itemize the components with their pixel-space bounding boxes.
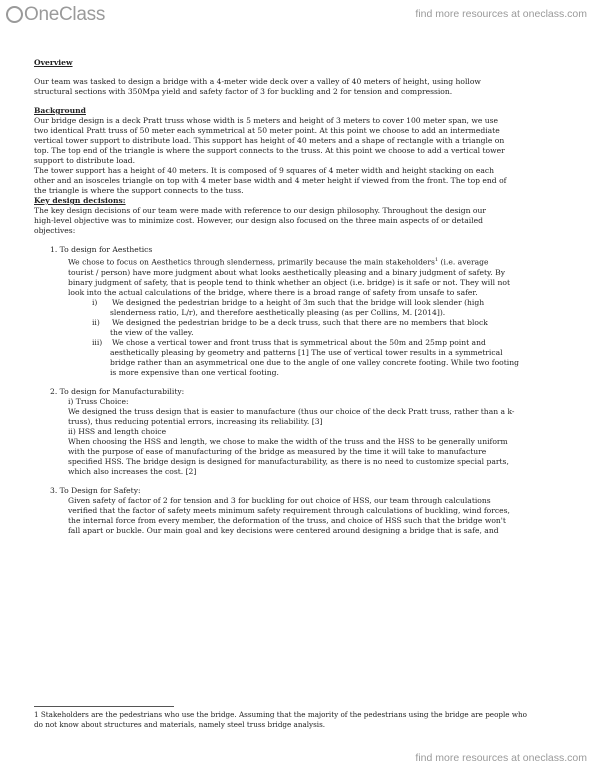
- item-label: iii): [92, 337, 103, 347]
- document-body: [34, 58, 554, 536]
- aesthetics-line: tourist / person) have more judgment about what looks aesthetically pleasing and a binary judgment of safety. By: [68, 267, 505, 277]
- safety-title: 3. To Design for Safety:: [50, 485, 141, 495]
- aesthetics-item-cont: aesthetically pleasing by geometry and patterns [1] The use of vertical tower results in a symmetrical: [110, 347, 503, 357]
- item-text: We chose a vertical tower and front truss that is symmetrical about the 50m and 25mp point and: [112, 337, 486, 347]
- aesthetics-item: [34, 298, 554, 308]
- aesthetics-item-cont: the view of the valley.: [110, 327, 194, 337]
- logo-text: OneClass: [24, 4, 106, 25]
- background-line: other and an isosceles triangle on top with 4 meter base width and 4 meter height if viewed from the front. The top end of: [34, 176, 507, 185]
- aesthetics-item: [34, 338, 554, 348]
- item-label: i): [92, 297, 98, 307]
- safety-line: verified that the factor of safety meets minimum safety requirement through calculations of buckling, wind forces,: [68, 505, 510, 515]
- background-line: top. The top end of the triangle is where the support connects to the truss. At this point we choose to add a vertical tower: [34, 146, 505, 155]
- background-line: The tower support has a height of 40 meters. It is composed of 9 squares of 4 meter width and height stacking on each: [34, 166, 495, 175]
- manufacturability-line: specified HSS. The bridge design is designed for manufacturability, as there is no need to customize special parts,: [68, 456, 509, 466]
- footnote-marker[interactable]: 1: [434, 257, 439, 263]
- aesthetics-line-text: We chose to focus on Aesthetics through slenderness, primarily because the main stakeholders: [68, 257, 435, 267]
- safety-line: fall apart or buckle. Our main goal and key decisions were centered around designing a bridge that is safe, and: [68, 525, 499, 535]
- manufacturability-line: with the purpose of ease of manufacturing of the bridge as measured by the time it will take to manufacture: [68, 446, 487, 456]
- manufacturability-line: When choosing the HSS and length, we chose to make the width of the truss and the HSS to be generally uniform: [68, 436, 508, 446]
- manufacturability-line: ii) HSS and length choice: [68, 426, 167, 436]
- footnote-line: do not know about structures and materials, namely steel truss bridge analysis.: [34, 719, 326, 729]
- aesthetics-item: [34, 318, 554, 328]
- safety-line: the internal force from every member, the deformation of the truss, and choice of HSS such that the bridge won't: [68, 515, 506, 525]
- footnote-line: 1 Stakeholders are the pedestrians who use the bridge. Assuming that the majority of the pedestrians using the bridge are people who: [34, 710, 527, 719]
- key-decisions-line: The key design decisions of our team were made with reference to our design philosophy. Throughout the design our: [34, 206, 486, 215]
- key-decisions-line: high-level objective was to minimize cost. However, our design also focused on the three main aspects of or detailed: [34, 216, 483, 225]
- overview-line: Our team was tasked to design a bridge with a 4-meter wide deck over a valley of 40 meters of height, using hollow: [34, 77, 481, 86]
- aesthetics-item-cont: is more expensive than one vertical footing.: [110, 367, 279, 377]
- key-decisions-line: objectives:: [34, 226, 76, 235]
- aesthetics-item-cont: slenderness ratio, L/r), and therefore aesthetically pleasing (as per Collins, M. [2014]).: [110, 307, 446, 317]
- footnote: [34, 710, 554, 729]
- background-line: the triangle is where the support connects to the tuss.: [34, 186, 244, 195]
- item-text: We designed the pedestrian bridge to be a deck truss, such that there are no members that block: [112, 317, 488, 327]
- manufacturability-line: We designed the truss design that is easier to manufacture (thus our choice of the deck Pratt truss, rather than a k-: [68, 406, 515, 416]
- overview-heading: Overview: [34, 58, 73, 67]
- aesthetics-line-tail: (i.e. average: [438, 257, 489, 267]
- background-heading: Background: [34, 106, 86, 115]
- background-line: support to distribute load.: [34, 156, 136, 165]
- key-decisions-heading: Key design decisions:: [34, 196, 126, 205]
- aesthetics-line: binary judgment of safety, that is people tend to think whether an object (i.e. bridge) is it safe or not. They will not: [68, 277, 511, 287]
- manufacturability-line: truss), thus reducing potential errors, increasing its reliability. [3]: [68, 416, 323, 426]
- header-resources-link[interactable]: find more resources at oneclass.com: [415, 8, 587, 20]
- aesthetics-line: [34, 255, 554, 268]
- item-text: We designed the pedestrian bridge to a height of 3m such that the bridge will look slender (high: [112, 297, 485, 307]
- background-line: Our bridge design is a deck Pratt truss whose width is 5 meters and height of 3 meters to cover 100 meter span, we use: [34, 116, 499, 125]
- aesthetics-item-cont: bridge rather than an asymmetrical one due to the angle of one valley concrete footing. While two footing: [110, 357, 519, 367]
- manufacturability-line: i) Truss Choice:: [68, 396, 129, 406]
- oneclass-logo[interactable]: [6, 4, 105, 26]
- overview-line: structural sections with 350Mpa yield and safety factor of 3 for buckling and 2 for tension and compression.: [34, 87, 453, 96]
- background-line: two identical Pratt truss of 50 meter each symmetrical at 50 meter point. At this point we choose to add an intermediate: [34, 126, 500, 135]
- aesthetics-line: look into the actual calculations of the bridge, where there is a broad range of safety from unsafe to safer.: [68, 287, 478, 297]
- safety-line: Given safety of factor of 2 for tension and 3 for buckling for out choice of HSS, our team through calculations: [68, 495, 491, 505]
- footer-resources-link[interactable]: find more resources at oneclass.com: [415, 752, 587, 764]
- manufacturability-title: 2. To design for Manufacturability:: [50, 386, 185, 396]
- manufacturability-line: which also increases the cost. [2]: [68, 466, 197, 476]
- item-label: ii): [92, 317, 100, 327]
- background-line: vertical tower support to distribute load. This support has height of 40 meters and a shape of rectangle with a triangle on: [34, 136, 505, 145]
- footnote-divider: [34, 706, 174, 707]
- page-header: [0, 0, 595, 34]
- aesthetics-title: 1. To design for Aesthetics: [50, 245, 153, 254]
- logo-ring-icon: [6, 6, 23, 23]
